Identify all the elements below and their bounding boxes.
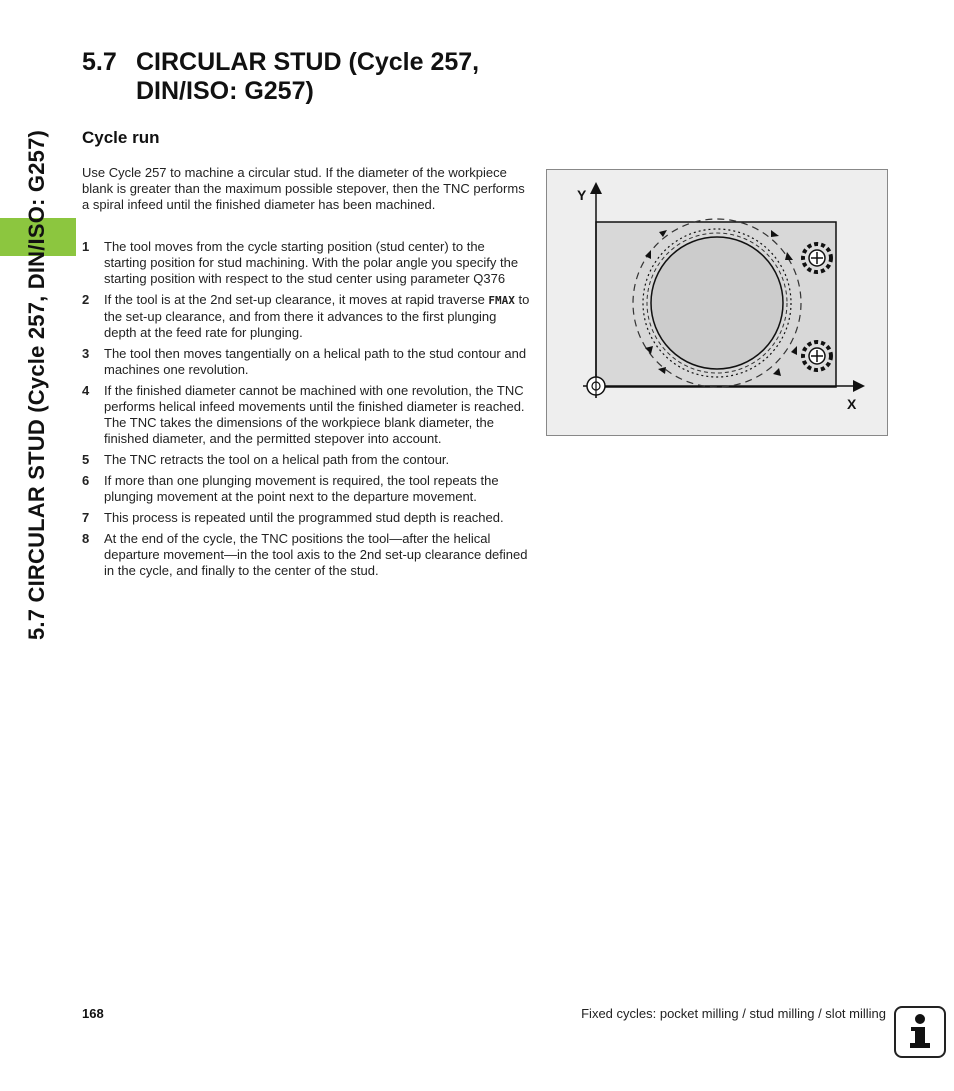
step-number: 4 [82, 383, 90, 398]
section-subheading: Cycle run [82, 128, 160, 147]
step-text: The tool moves from the cycle starting position (stud center) to the starting position for stud machining. With the polar angle you specify the starting position with respect to the stud center using parameter Q376 [104, 239, 519, 286]
axis-label-x: X [847, 396, 857, 412]
axis-label-y: Y [577, 187, 587, 203]
info-glyph [905, 1013, 935, 1051]
step-text-post: to the set-up clearance, and from there it advances to the first plunging depth at the feed rate for plunging. [104, 292, 530, 340]
list-item [82, 452, 530, 468]
intro-paragraph: Use Cycle 257 to machine a circular stud. If the diameter of the workpiece blank is greater than the maximum possible stepover, then the TNC performs a spiral infeed until the finished diameter has been machined. [82, 165, 525, 212]
circular-stud-diagram [546, 169, 888, 436]
step-number: 7 [82, 510, 90, 525]
list-item [82, 473, 530, 505]
cycle-steps-list [82, 239, 530, 584]
chapter-footer-text: Fixed cycles: pocket milling / stud milling / slot milling [581, 1006, 886, 1021]
milling-tool-icon [803, 342, 831, 370]
step-number: 6 [82, 473, 90, 488]
list-item [82, 510, 530, 526]
info-icon [894, 1006, 946, 1058]
page-title [82, 48, 479, 106]
step-number: 8 [82, 531, 90, 546]
title-line-1: CIRCULAR STUD (Cycle 257, [136, 48, 480, 76]
step-number: 3 [82, 346, 90, 361]
step-text: This process is repeated until the programmed stud depth is reached. [104, 510, 504, 525]
list-item [82, 531, 530, 579]
diagram-svg [547, 170, 887, 435]
step-text: If more than one plunging movement is required, the tool repeats the plunging movement at the point next to the departure movement. [104, 473, 499, 504]
step-text: The TNC retracts the tool on a helical path from the contour. [104, 452, 450, 467]
step-text [104, 292, 530, 341]
step-number: 5 [82, 452, 90, 467]
stud-body [651, 237, 783, 369]
list-item [82, 292, 530, 341]
step-text-pre: If the tool is at the 2nd set-up clearance, it moves at rapid traverse [104, 292, 489, 307]
step-text: If the finished diameter cannot be machined with one revolution, the TNC performs helical infeed movements until the finished diameter is reached. The TNC takes the dimensions of the workpiece blank diameter, the finished diameter, and the permitted stepover into account. [104, 383, 525, 446]
step-number: 1 [82, 239, 90, 254]
list-item [82, 383, 530, 447]
code-fmax: FMAX [488, 294, 515, 307]
milling-tool-icon [803, 244, 831, 272]
list-item [82, 239, 530, 287]
step-number: 2 [82, 292, 90, 307]
step-text: At the end of the cycle, the TNC positions the tool—after the helical departure movement—in the tool axis to the 2nd set-up clearance defined in the cycle, and finally to the center of the stud. [104, 531, 528, 578]
page-number: 168 [82, 1006, 104, 1021]
section-number: 5.7 [82, 48, 117, 76]
side-chapter-title: 5.7 CIRCULAR STUD (Cycle 257, DIN/ISO: G257) [24, 129, 49, 640]
list-item [82, 346, 530, 378]
step-text: The tool then moves tangentially on a helical path to the stud contour and machines one revolution. [104, 346, 527, 377]
title-line-2: DIN/ISO: G257) [136, 77, 314, 105]
